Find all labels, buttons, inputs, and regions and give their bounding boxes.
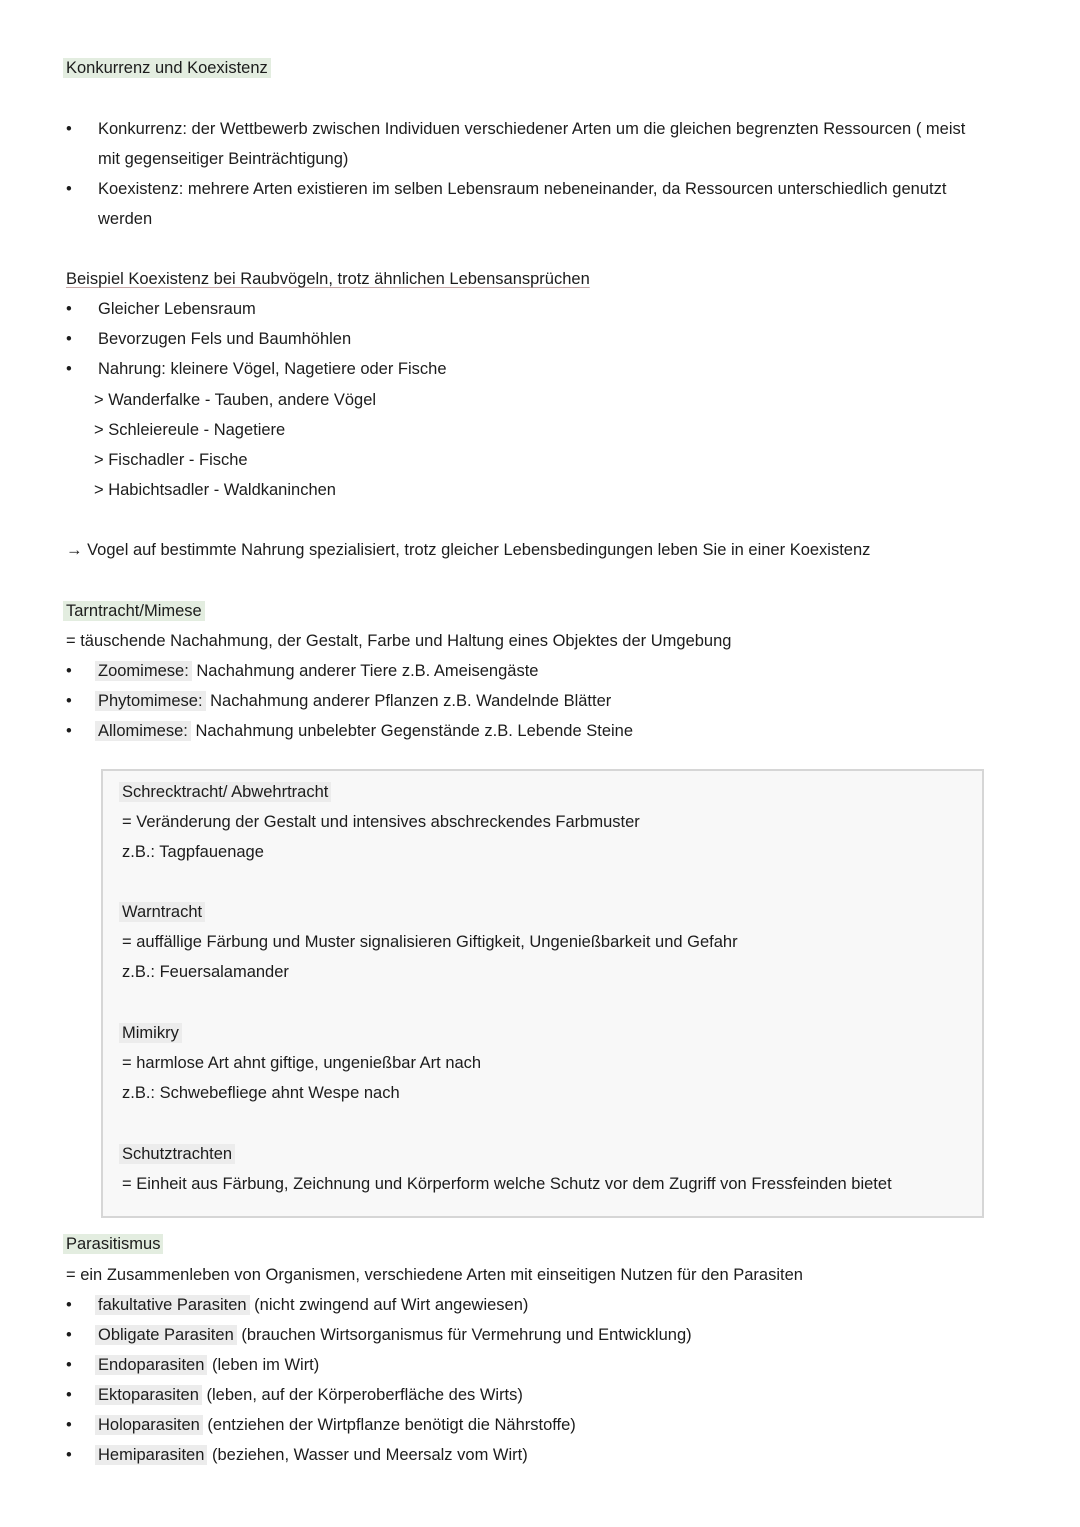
bullet-icon: •	[66, 1386, 72, 1404]
heading-konkurrenz: Konkurrenz und Koexistenz	[66, 57, 271, 79]
warntracht-example: z.B.: Feuersalamander	[122, 963, 289, 981]
koexistenz-definition: Koexistenz: mehrere Arten existieren im selben Lebensraum nebeneinander, da Ressourcen unterschiedlich genutzt	[98, 180, 947, 198]
bullet-icon: •	[66, 1446, 72, 1464]
bullet-icon: •	[66, 180, 72, 198]
konkurrenz-definition: Konkurrenz: der Wettbewerb zwischen Individuen verschiedener Arten um die gleichen begrenzten Ressourcen ( meist	[98, 120, 966, 138]
bullet-icon: •	[66, 722, 72, 740]
sub-item: > Fischadler - Fische	[94, 451, 248, 469]
list-item: Gleicher Lebensraum	[98, 300, 256, 318]
warntracht-definition: = auffällige Färbung und Muster signalisieren Giftigkeit, Ungenießbarkeit und Gefahr	[122, 933, 738, 951]
list-item: fakultative Parasiten (nicht zwingend auf Wirt angewiesen)	[98, 1294, 528, 1316]
parasitismus-definition: = ein Zusammenleben von Organismen, verschiedene Arten mit einseitigen Nutzen für den Parasiten	[66, 1266, 803, 1284]
sub-item: > Schleiereule - Nagetiere	[94, 421, 286, 439]
list-item: Endoparasiten (leben im Wirt)	[98, 1354, 319, 1376]
mimikry-definition: = harmlose Art ahnt giftige, ungenießbar Art nach	[122, 1054, 482, 1072]
list-item: Phytomimese: Nachahmung anderer Pflanzen z.B. Wandelnde Blätter	[98, 690, 611, 712]
list-item: Hemiparasiten (beziehen, Wasser und Meersalz vom Wirt)	[98, 1444, 528, 1466]
heading-warntracht: Warntracht	[122, 901, 205, 923]
bullet-icon: •	[66, 1326, 72, 1344]
schutztrachten-definition: = Einheit aus Färbung, Zeichnung und Körperform welche Schutz vor dem Zugriff von Fressfeinden bietet	[122, 1175, 892, 1193]
heading-parasitismus: Parasitismus	[66, 1233, 163, 1255]
bullet-icon: •	[66, 360, 72, 378]
list-item: Allomimese: Nachahmung unbelebter Gegenstände z.B. Lebende Steine	[98, 720, 633, 742]
bullet-icon: •	[66, 120, 72, 138]
list-item: Obligate Parasiten (brauchen Wirtsorganismus für Vermehrung und Entwicklung)	[98, 1324, 692, 1346]
list-item: Zoomimese: Nachahmung anderer Tiere z.B. Ameisengäste	[98, 660, 538, 682]
konkurrenz-definition-cont: mit gegenseitiger Beinträchtigung)	[98, 150, 349, 168]
bullet-icon: •	[66, 330, 72, 348]
list-item: Ektoparasiten (leben, auf der Körperoberfläche des Wirts)	[98, 1384, 523, 1406]
sub-item: > Habichtsadler - Waldkaninchen	[94, 481, 336, 499]
bullet-icon: •	[66, 662, 72, 680]
list-item: Bevorzugen Fels und Baumhöhlen	[98, 330, 352, 348]
heading-tarntracht: Tarntracht/Mimese	[66, 600, 205, 622]
bullet-icon: •	[66, 300, 72, 318]
koexistenz-definition-cont: werden	[98, 210, 153, 228]
bullet-icon: •	[66, 1296, 72, 1314]
bullet-icon: •	[66, 1416, 72, 1434]
raubvoegel-conclusion: → Vogel auf bestimmte Nahrung spezialisiert, trotz gleicher Lebensbedingungen leben Sie in einer Koexistenz	[66, 541, 871, 559]
schrecktracht-example: z.B.: Tagpfauenage	[122, 843, 264, 861]
bullet-icon: •	[66, 692, 72, 710]
heading-mimikry: Mimikry	[122, 1022, 182, 1044]
bullet-icon: •	[66, 1356, 72, 1374]
tarntracht-definition: = täuschende Nachahmung, der Gestalt, Farbe und Haltung eines Objektes der Umgebung	[66, 632, 732, 650]
schrecktracht-definition: = Veränderung der Gestalt und intensives abschreckendes Farbmuster	[122, 813, 640, 831]
mimikry-example: z.B.: Schwebefliege ahnt Wespe nach	[122, 1084, 400, 1102]
heading-schutztrachten: Schutztrachten	[122, 1143, 235, 1165]
list-item: Holoparasiten (entziehen der Wirtpflanze benötigt die Nährstoffe)	[98, 1414, 576, 1436]
heading-raubvoegel: Beispiel Koexistenz bei Raubvögeln, trotz ähnlichen Lebensansprüchen	[66, 270, 590, 288]
heading-schrecktracht: Schrecktracht/ Abwehrtracht	[122, 781, 331, 803]
list-item: Nahrung: kleinere Vögel, Nagetiere oder Fische	[98, 360, 447, 378]
sub-item: > Wanderfalke - Tauben, andere Vögel	[94, 391, 377, 409]
